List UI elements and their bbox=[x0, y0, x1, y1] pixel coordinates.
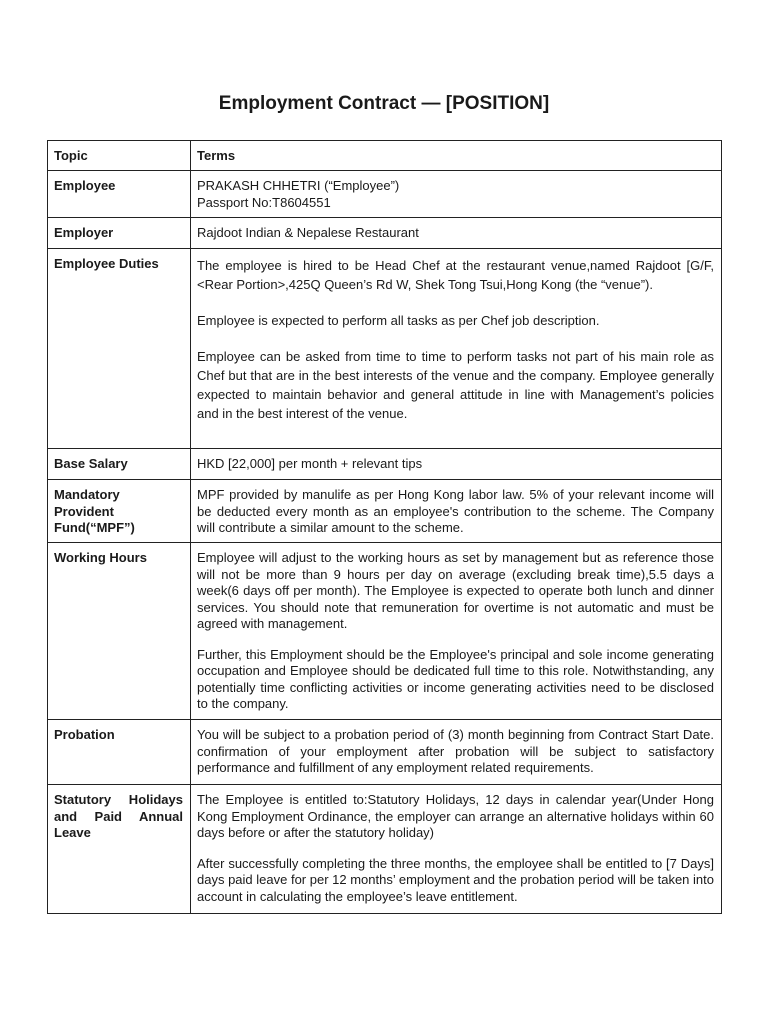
terms-paragraph: You will be subject to a probation period of (3) month beginning from Contract Start Date. confirmation of your employment after probation will be subject to satisfactory performance and fulfillment of any employment related requirements. bbox=[197, 727, 714, 775]
header-terms: Terms bbox=[191, 141, 722, 171]
table-row bbox=[48, 218, 722, 249]
page-title: Employment Contract — [POSITION] bbox=[218, 93, 550, 114]
terms-paragraph: Employee will adjust to the working hours as set by management but as reference those will not be more than 9 hours per day on average (excluding break time),5.5 days a week(6 days off per month). The Employee is expected to operate both lunch and dinner services. You should note that remuneration for overtime is not automatic and must be agreed with management. bbox=[197, 550, 714, 631]
table-row bbox=[48, 171, 722, 218]
table-row bbox=[48, 480, 722, 543]
terms-paragraph: The employee is hired to be Head Chef at the restaurant venue,named Rajdoot [G/F,<Rear Portion>,425Q Queen’s Rd W, Shek Tong Tsui,Hong Kong (the “venue”). bbox=[197, 258, 714, 292]
header-topic: Topic bbox=[48, 141, 191, 171]
terms-paragraph: Employee can be asked from time to time to perform tasks not part of his main role as Chef but that are in the best interests of the venue and the company. Employee generally expected to maintain behavior and general attitude in line with Management’s policies and in the best interest of the venue. bbox=[197, 349, 714, 421]
terms-paragraph: The Employee is entitled to:Statutory Holidays, 12 days in calendar year(Under Hong Kong Employment Ordinance, the employer can arrange an alternative holidays within 60 days before or after the statutory holiday) bbox=[197, 792, 714, 840]
row-terms bbox=[191, 249, 722, 449]
table-row bbox=[48, 720, 722, 785]
terms-paragraph: PRAKASH CHHETRI (“Employee”) bbox=[197, 178, 400, 193]
row-terms bbox=[191, 720, 722, 785]
terms-paragraph: Passport No:T8604551 bbox=[197, 194, 331, 210]
row-terms bbox=[191, 218, 722, 249]
table-row bbox=[48, 785, 722, 914]
row-topic: Working Hours bbox=[48, 543, 191, 720]
terms-paragraph: HKD [22,000] per month + relevant tips bbox=[197, 456, 423, 471]
terms-paragraph: Further, this Employment should be the Employee's principal and sole income generating occupation and Employee should be dedicated full time to this role. Notwithstanding, any potentially time conflicting activities or income generating activities need to be disclosed to the company. bbox=[197, 646, 714, 711]
row-topic: Base Salary bbox=[48, 449, 191, 480]
row-topic: Employer bbox=[48, 218, 191, 249]
terms-paragraph: MPF provided by manulife as per Hong Kong labor law. 5% of your relevant income will be deducted every month as an employee's contribution to the scheme. The Company will contribute a similar amount to the scheme. bbox=[197, 487, 714, 535]
table-row bbox=[48, 543, 722, 720]
row-topic: Statutory Holidays and Paid Annual Leave bbox=[48, 785, 191, 914]
row-topic: Probation bbox=[48, 720, 191, 785]
row-topic: Mandatory Provident Fund(“MPF”) bbox=[48, 480, 191, 543]
contract-table bbox=[47, 140, 722, 914]
table-row bbox=[48, 449, 722, 480]
row-terms bbox=[191, 171, 722, 218]
terms-paragraph: Employee is expected to perform all tasks as per Chef job description. bbox=[197, 313, 600, 328]
row-terms bbox=[191, 449, 722, 480]
row-terms bbox=[191, 480, 722, 543]
row-terms bbox=[191, 785, 722, 914]
terms-paragraph: Rajdoot Indian & Nepalese Restaurant bbox=[197, 225, 419, 240]
row-topic: Employee Duties bbox=[48, 249, 191, 449]
row-terms bbox=[191, 543, 722, 720]
row-topic: Employee bbox=[48, 171, 191, 218]
table-row bbox=[48, 249, 722, 449]
table-header-row bbox=[48, 141, 722, 171]
terms-paragraph: After successfully completing the three months, the employee shall be entitled to [7 Days] days paid leave for per 12 months’ employment and the probation period will be taken into account in calculating the employee’s leave entitlement. bbox=[197, 855, 714, 904]
